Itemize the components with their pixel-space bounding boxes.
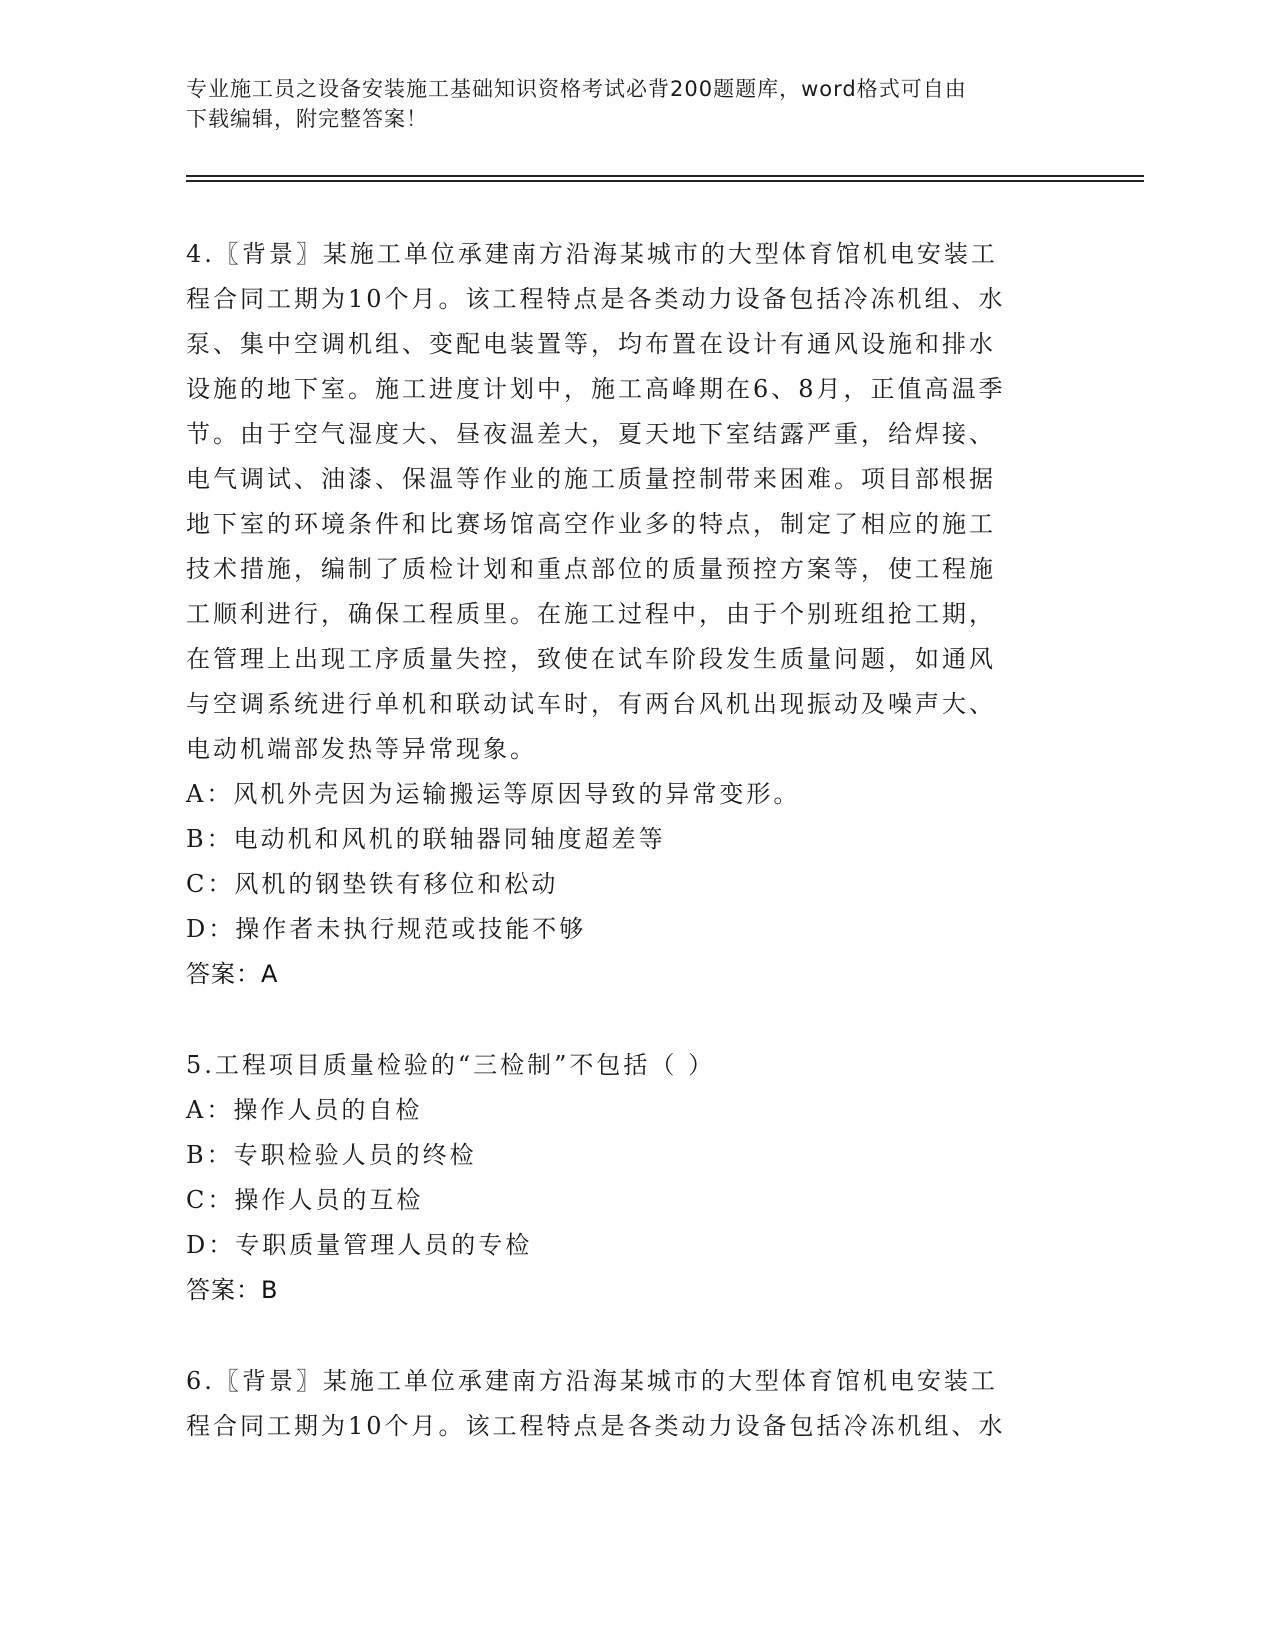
option-c: C：风机的钢垫铁有移位和松动	[186, 870, 559, 898]
question-text-line: 6.〖背景〗某施工单位承建南方沿海某城市的大型体育馆机电安装工	[186, 1367, 998, 1395]
question-block	[186, 232, 1086, 997]
question-spacer	[186, 1313, 1086, 1359]
option-d: D：操作者未执行规范或技能不够	[186, 915, 587, 943]
question-text-line: 程合同工期为10个月。该工程特点是各类动力设备包括冷冻机组、水	[186, 1412, 1006, 1440]
option-b: B：电动机和风机的联轴器同轴度超差等	[186, 825, 666, 853]
question-text-line: 4.〖背景〗某施工单位承建南方沿海某城市的大型体育馆机电安装工	[186, 240, 998, 268]
document-header	[186, 74, 1066, 134]
question-text-line: 技术措施，编制了质检计划和重点部位的质量预控方案等，使工程施	[186, 555, 996, 583]
question-block	[186, 1359, 1086, 1449]
option-a: A：操作人员的自检	[186, 1096, 423, 1124]
question-text-line: 5.工程项目质量检验的“三检制”不包括（ ）	[186, 1051, 716, 1079]
question-text-line: 与空调系统进行单机和联动试车时，有两台风机出现振动及噪声大、	[186, 690, 996, 718]
question-text-line: 节。由于空气湿度大、昼夜温差大，夏天地下室结露严重，给焊接、	[186, 420, 996, 448]
question-spacer	[186, 997, 1086, 1043]
question-text-line: 在管理上出现工序质量失控，致使在试车阶段发生质量问题，如通风	[186, 645, 996, 673]
answer-label: 答案：B	[186, 1276, 279, 1304]
question-text-line: 电动机端部发热等异常现象。	[186, 735, 537, 763]
question-text-line: 程合同工期为10个月。该工程特点是各类动力设备包括冷冻机组、水	[186, 285, 1006, 313]
question-text-line: 地下室的环境条件和比赛场馆高空作业多的特点，制定了相应的施工	[186, 510, 996, 538]
question-text-line: 设施的地下室。施工进度计划中，施工高峰期在6、8月，正值高温季	[186, 375, 1006, 403]
option-a: A：风机外壳因为运输搬运等原因导致的异常变形。	[186, 780, 801, 808]
question-text-line: 工顺利进行，确保工程质里。在施工过程中，由于个别班组抢工期，	[186, 600, 996, 628]
question-text-line: 泵、集中空调机组、变配电装置等，均布置在设计有通风设施和排水	[186, 330, 996, 358]
question-text-line: 电气调试、油漆、保温等作业的施工质量控制带来困难。项目部根据	[186, 465, 996, 493]
question-list	[186, 232, 1086, 1449]
header-line-2: 下载编辑，附完整答案！	[186, 107, 428, 131]
answer-label: 答案：A	[186, 960, 279, 988]
option-c: C：操作人员的互检	[186, 1186, 424, 1214]
question-block	[186, 1043, 1086, 1313]
option-d: D：专职质量管理人员的专检	[186, 1231, 533, 1259]
header-divider-top	[186, 175, 1144, 177]
header-divider-bottom	[186, 180, 1144, 182]
header-line-1: 专业施工员之设备安装施工基础知识资格考试必背200题题库，word格式可自由	[186, 77, 967, 101]
option-b: B：专职检验人员的终检	[186, 1141, 477, 1169]
